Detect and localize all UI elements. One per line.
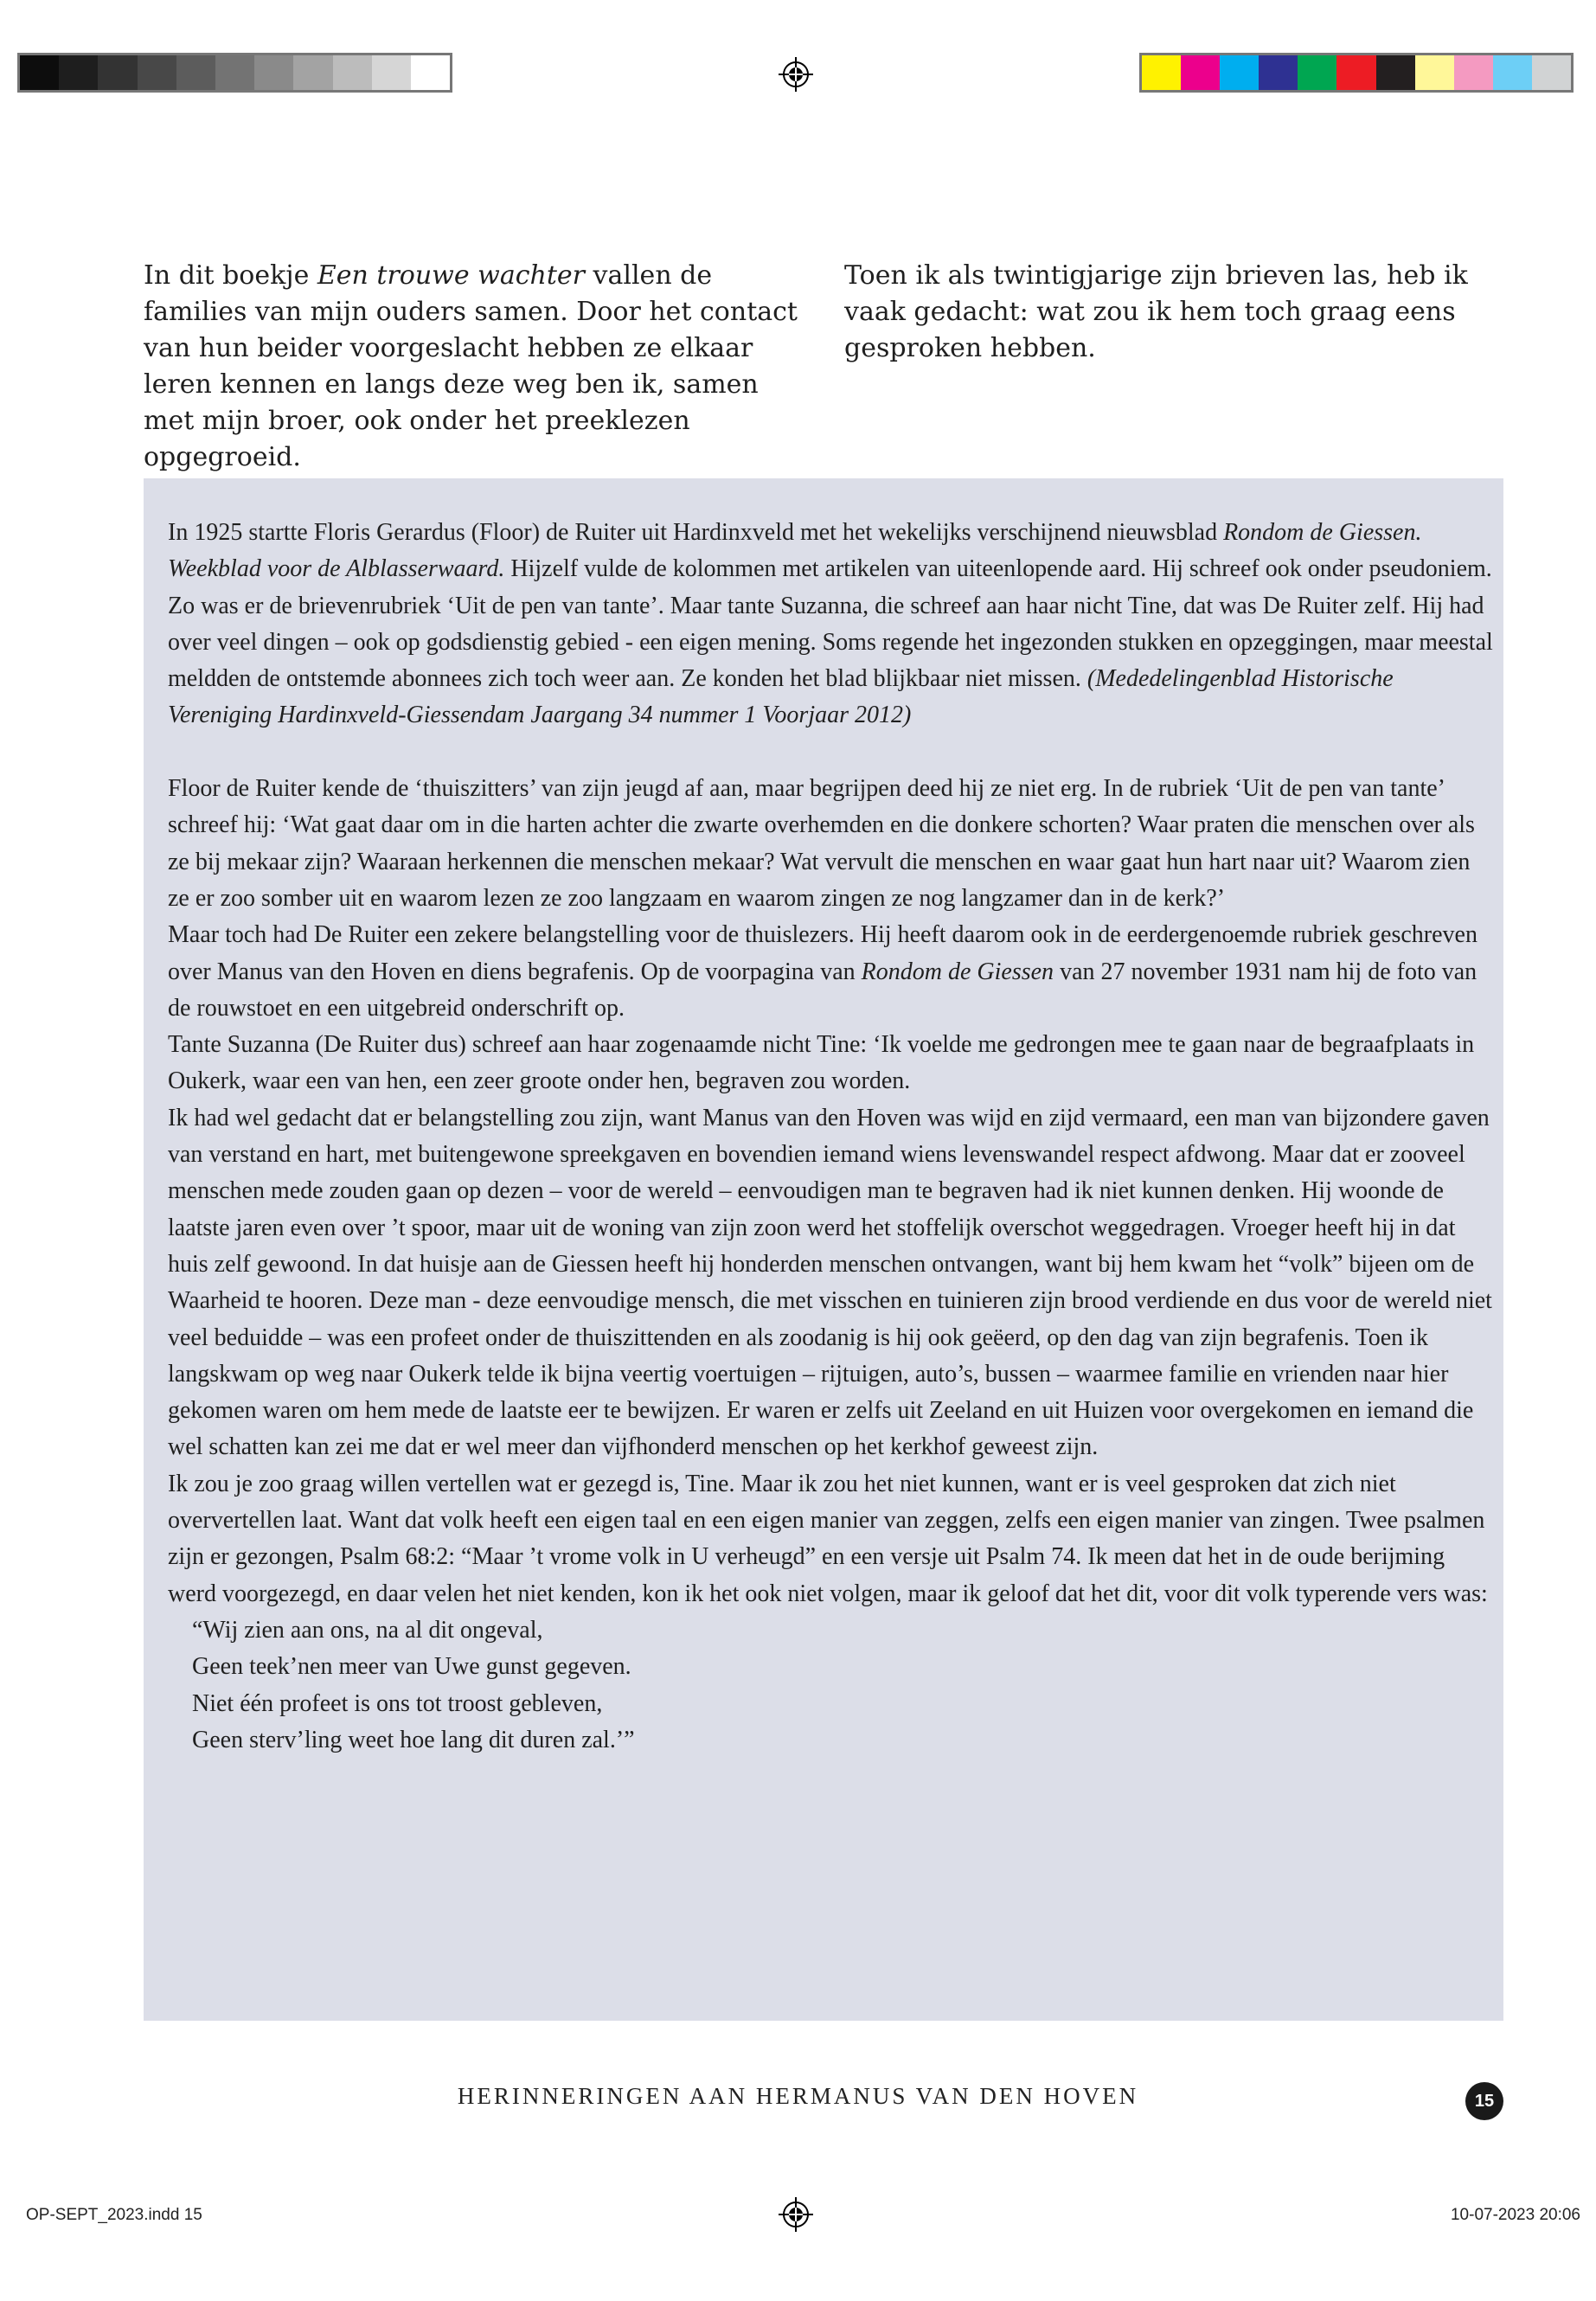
verse-line: Geen sterv’ling weet hoe lang dit duren zal.’” [192,1726,635,1753]
intro-right-column: Toen ik als twintigjarige zijn brieven las, heb ik vaak gedacht: wat zou ik hem toch graag eens gesproken hebben. [844,260,1468,363]
gray-swatch [372,55,411,90]
color-swatch [1454,55,1493,90]
box-text-span: Maar toch had De Ruiter een zekere belangstelling voor de thuislezers. Hij heeft daarom ook in de eerdergenoemde rubriek geschreven over Manus van den Hoven en diens begrafenis. Op de voorpagina van [168,921,1477,985]
process-color-bar [1139,53,1574,93]
gray-swatch [20,55,59,90]
color-swatch [1142,55,1181,90]
source-citation: (Mededelingenblad Historische Vereniging Hardinxveld-Giessendam Jaargang 34 nummer 1 Voorjaar 2012) [168,665,1394,729]
intro-left-column [144,258,814,476]
newspaper-title: Rondom de Giessen. Weekblad voor de Alblasserwaard. [168,519,1422,583]
gray-swatch [293,55,332,90]
quotation-box-text [168,515,1496,1759]
color-swatch [1298,55,1336,90]
box-text-span: van 27 november 1931 nam hij de foto van de rouwstoet en een uitgebreid onderschrift op. [168,958,1477,1022]
box-text-span: Hijzelf vulde de kolommen met artikelen van uiteenlopende aard. Hij schreef ook onder pseudoniem. [504,555,1492,583]
gray-swatch [254,55,293,90]
registration-mark-icon [779,2197,813,2232]
box-paragraph: Ik zou je zoo graag willen vertellen wat er gezegd is, Tine. Maar ik zou het niet kunnen, want er is veel gesproken dat zich niet oververtellen laat. Want dat volk heeft een eigen taal en een eigen manier van zeggen, zelfs een eigen manier van zingen. Twee psalmen zijn er gezongen, Psalm 68:2: “Maar ’t vrome volk in U verheugd” en een versje uit Psalm 74. Ik meen dat het in de oude berijming werd voorgezegd, en daar velen het niet kenden, kon ik het ook niet volgen, maar ik geloof dat het dit, voor dit volk typerende vers was: [168,1470,1488,1607]
box-paragraph: Tante Suzanna (De Ruiter dus) schreef aan haar zogenaamde nicht Tine: ‘Ik voelde me gedrongen mee te gaan naar de begraafplaats in Oukerk, waar een van hen, een zeer groote onder hen, begraven zou worden. [168,1031,1475,1095]
gray-swatch [98,55,137,90]
box-paragraph [168,917,1496,1027]
intro-left-pre: In dit boekje [144,260,317,291]
slug-date: 10-07-2023 20:06 [1450,2206,1580,2224]
box-paragraph [168,588,1496,734]
color-swatch [1220,55,1259,90]
slug-filename: OP-SEPT_2023.indd 15 [26,2206,202,2224]
color-swatch [1336,55,1375,90]
registration-mark-icon [779,57,813,92]
book-title: Een trouwe wachter [317,260,585,291]
box-text-span: Zo was er de brievenrubriek ‘Uit de pen van tante’. Maar tante Suzanna, die schreef aan haar nicht Tine, dat was De Ruiter zelf. Hij had over veel dingen – ook op godsdienstig gebied - een eigen mening. Soms regende het ingezonden stukken en opzeggingen, maar meestal meldden de ontstemde abonnees zich toch weer aan. Ze konden het blad blijkbaar niet missen. [168,592,1493,693]
page-number-badge: 15 [1465,2082,1503,2120]
gray-swatch [215,55,254,90]
running-footer-title: HERINNERINGEN AAN HERMANUS VAN DEN HOVEN [457,2083,1139,2109]
gray-swatch [411,55,450,90]
verse-line: Geen teek’nen meer van Uwe gunst gegeven. [192,1653,631,1681]
intro-left-post: vallen de families van mijn ouders samen. Door het contact van hun beider voorgeslacht hebben ze elkaar leren kennen en langs deze weg ben ik, samen met mijn broer, ook onder het preeklezen opgegroeid. [144,260,798,472]
newspaper-title: Rondom de Giessen [861,958,1054,985]
color-swatch [1181,55,1220,90]
verse-line: “Wij zien aan ons, na al dit ongeval, [192,1616,543,1644]
verse-line: Niet één profeet is ons tot troost gebleven, [192,1689,603,1717]
color-swatch [1532,55,1571,90]
box-text-span: In 1925 startte Floris Gerardus (Floor) de Ruiter uit Hardinxveld met het wekelijks verschijnend nieuwsblad [168,519,1224,546]
grayscale-color-bar [17,53,452,93]
color-swatch [1376,55,1415,90]
gray-swatch [138,55,176,90]
box-paragraph: Ik had wel gedacht dat er belangstelling zou zijn, want Manus van den Hoven was wijd en zijd vermaard, een man van bijzondere gaven van verstand en hart, met buitengewone spreekgaven en bovendien iemand wiens levenswandel respect afdwong. Maar dat er zooveel menschen mede zouden gaan op dezen – voor de wereld – eenvoudigen man te begraven had ik niet kunnen denken. Hij woonde de laatste jaren even over ’t spoor, maar uit de woning van zijn zoon werd het stoffelijk overschot weggedragen. Vroeger heeft hij in dat huis zelf gewoond. In dat huisje aan de Giessen heeft hij honderden menschen ontvangen, want bij hem kwam het “volk” bijeen om de Waarheid te hooren. Deze man - deze eenvoudige mensch, die met visschen en tuinieren zijn brood verdiende en dus voor de wereld niet veel beduidde – was een profeet onder de thuiszittenden en als zoodanig is hij ook geëerd, op den dag van zijn begrafenis. Toen ik langskwam op weg naar Oukerk telde ik bijna veertig voertuigen – rijtuigen, auto’s, bussen – waarmee familie en vrienden naar hier gekomen waren om hem mede de laatste eer te bewijzen. Er waren er zelfs uit Zeeland en uit Huizen voor overgekomen en iemand die wel schatten kan zei me dat er wel meer dan vijfhonderd menschen op het kerkhof geweest zijn. [168,1104,1492,1461]
box-paragraph: Floor de Ruiter kende de ‘thuiszitters’ van zijn jeugd af aan, maar begrijpen deed hij ze niet erg. In de rubriek ‘Uit de pen van tante’ schreef hij: ‘Wat gaat daar om in die harten achter die zwarte overhemden en die donkere schorten? Waar praten die menschen over als ze bij mekaar zijn? Waaraan herkennen die menschen mekaar? Wat vervult die menschen en waar gaat hun hart naar uit? Waarom zien ze er zoo somber uit en waarom lezen ze zoo langzaam en waarom zingen ze nog langzamer dan in de kerk?’ [168,775,1475,912]
gray-swatch [333,55,372,90]
gray-swatch [59,55,98,90]
box-paragraph [168,515,1496,588]
gray-swatch [176,55,215,90]
quotation-box [144,478,1503,2021]
color-swatch [1259,55,1298,90]
color-swatch [1415,55,1454,90]
color-swatch [1493,55,1532,90]
